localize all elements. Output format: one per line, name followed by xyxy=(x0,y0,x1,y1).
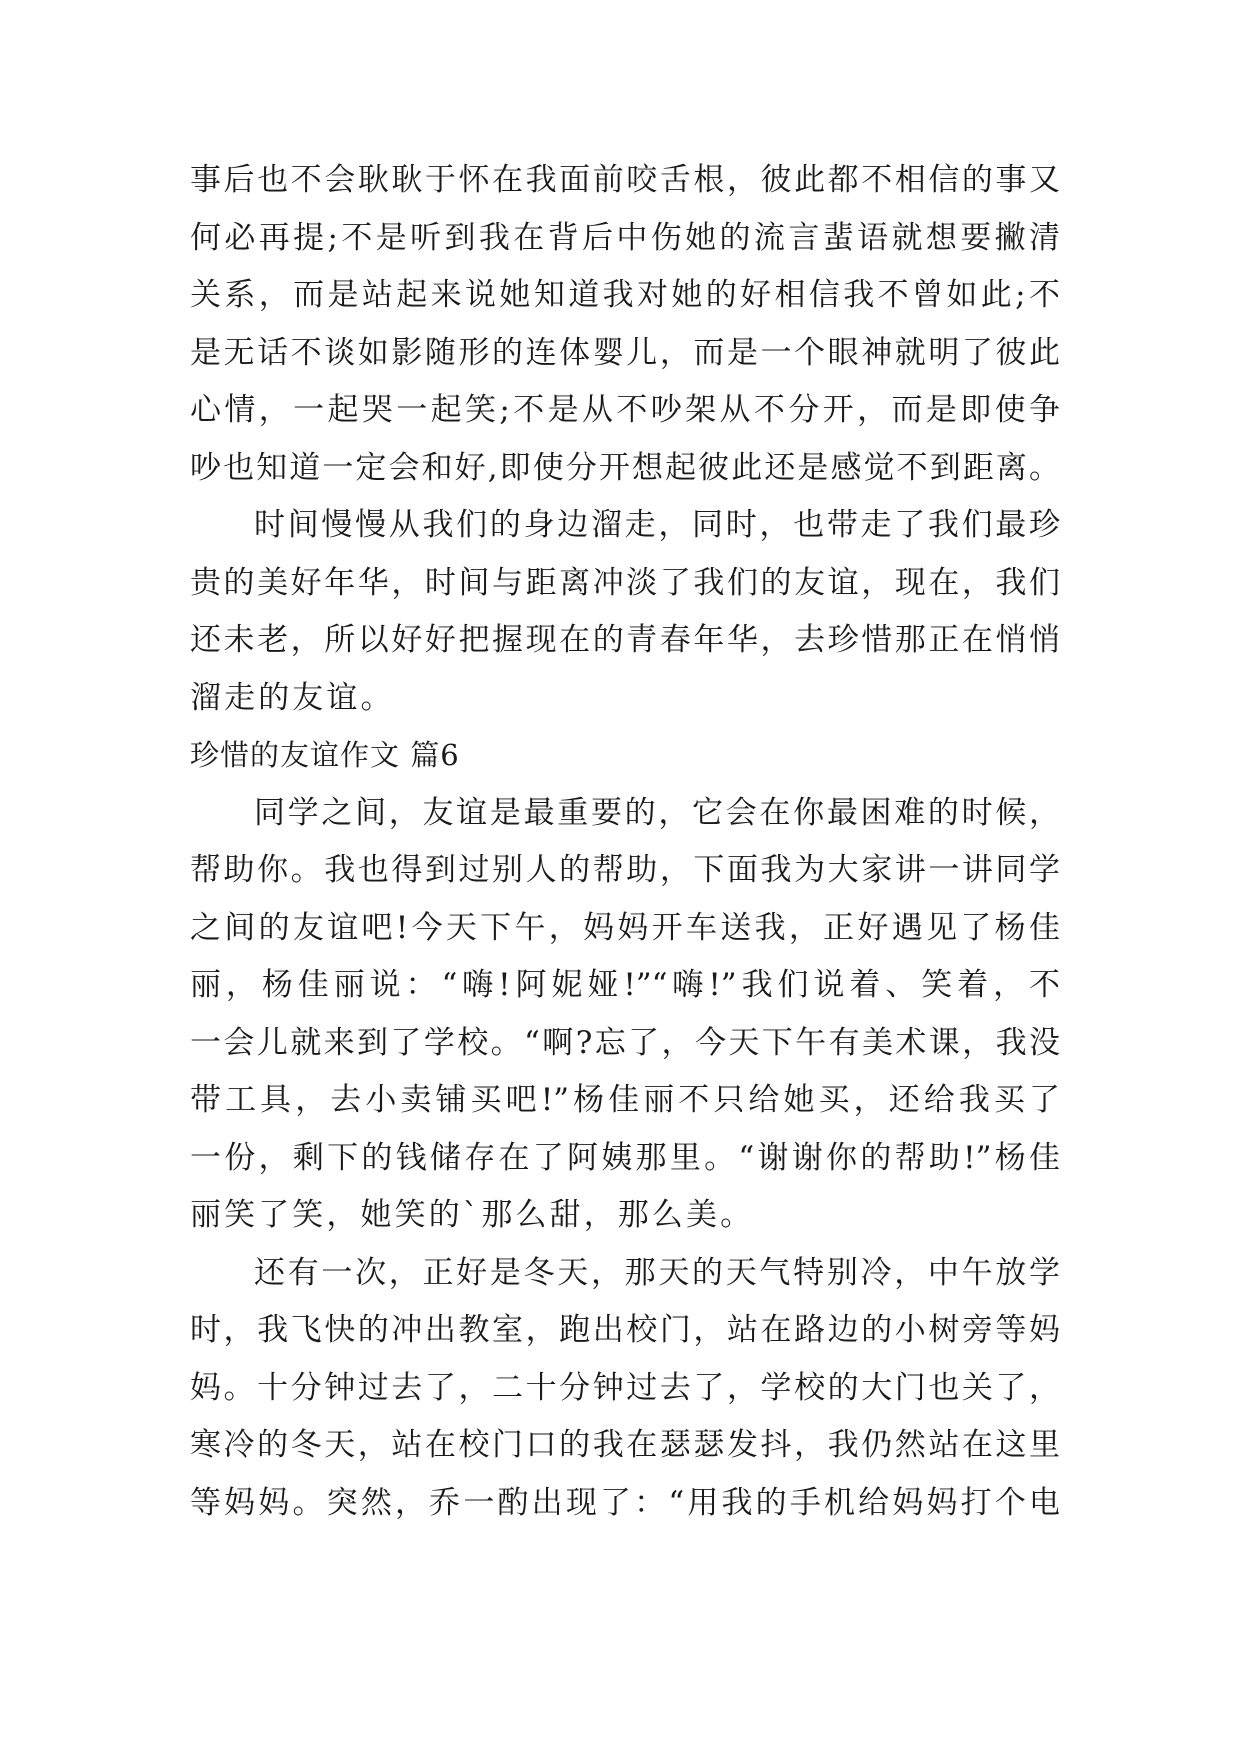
text-line: 一会儿就来到了学校。“啊?忘了，今天下午有美术课，我没 xyxy=(190,1024,1060,1061)
section-heading: 珍惜的友谊作文 篇6 xyxy=(190,738,460,772)
paragraph-winter-story xyxy=(190,1245,1060,1533)
text-line: 贵的美好年华，时间与距离冲淡了我们的友谊，现在，我们 xyxy=(190,564,1060,601)
text-line: 时，我飞快的冲出教室，跑出校门，站在路边的小树旁等妈 xyxy=(190,1312,1060,1348)
text-line: 还未老，所以好好把握现在的青春年华，去珍惜那正在悄悄 xyxy=(190,622,1060,658)
text-line: 丽，杨佳丽说：“嗨!阿妮娅!”“嗨!”我们说着、笑着，不 xyxy=(190,967,1060,1003)
text-line: 妈。十分钟过去了，二十分钟过去了，学校的大门也关了， xyxy=(190,1369,1060,1406)
text-line: 之间的友谊吧!今天下午，妈妈开车送我，正好遇见了杨佳 xyxy=(190,909,1060,946)
text-line: 关系，而是站起来说她知道我对她的好相信我不曾如此;不 xyxy=(190,277,1060,313)
paragraph-friendship-contrast xyxy=(190,152,1060,497)
text-line: 何必再提;不是听到我在背后中伤她的流言蜚语就想要撇清 xyxy=(190,219,1060,256)
text-line: 同学之间，友谊是最重要的，它会在你最困难的时候， xyxy=(254,794,1060,831)
text-line: 带工具，去小卖铺买吧!”杨佳丽不只给她买，还给我买了 xyxy=(190,1082,1060,1118)
text-line: 一份，剩下的钱储存在了阿姨那里。“谢谢你的帮助!”杨佳 xyxy=(190,1139,1060,1176)
text-line: 吵也知道一定会和好,即使分开想起彼此还是感觉不到距离。 xyxy=(190,449,1060,486)
text-line: 等妈妈。突然，乔一酌出现了：“用我的手机给妈妈打个电 xyxy=(190,1484,1060,1521)
text-line: 寒冷的冬天，站在校门口的我在瑟瑟发抖，我仍然站在这里 xyxy=(190,1427,1060,1463)
text-line: 还有一次，正好是冬天，那天的天气特别冷，中午放学 xyxy=(254,1254,1060,1291)
text-line: 时间慢慢从我们的身边溜走，同时，也带走了我们最珍 xyxy=(254,507,1060,543)
text-line: 是无话不谈如影随形的连体婴儿，而是一个眼神就明了彼此 xyxy=(190,334,1060,371)
text-line: 心情，一起哭一起笑;不是从不吵架从不分开，而是即使争 xyxy=(190,392,1060,428)
paragraph-closing xyxy=(190,497,1060,727)
text-line: 事后也不会耿耿于怀在我面前咬舌根，彼此都不相信的事又 xyxy=(190,162,1060,198)
text-line: 帮助你。我也得到过别人的帮助，下面我为大家讲一讲同学 xyxy=(190,852,1060,888)
text-line: 溜走的友谊。 xyxy=(190,679,395,716)
paragraph-classmates-help xyxy=(190,785,1060,1245)
document-page xyxy=(190,152,1060,1532)
text-line: 丽笑了笑，她笑的`那么甜，那么美。 xyxy=(190,1197,755,1233)
